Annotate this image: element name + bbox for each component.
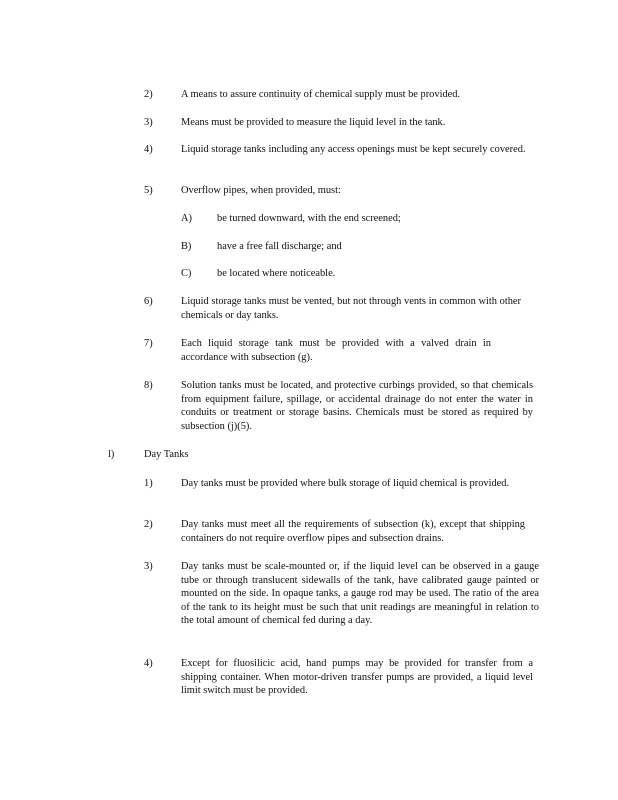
item-k-2-text: A means to assure continuity of chemical supply must be provided. bbox=[181, 89, 461, 100]
item-l-4-number: 4) bbox=[144, 658, 153, 669]
overflow-sub-a-text: be turned downward, with the end screened; bbox=[217, 213, 401, 224]
item-k-7-text: Each liquid storage tank must be provided with a valved drain in accordance with subsection (g). bbox=[181, 338, 491, 363]
item-k-8-number: 8) bbox=[144, 380, 153, 391]
item-l-3-number: 3) bbox=[144, 561, 153, 572]
overflow-sub-b-text: have a free fall discharge; and bbox=[217, 241, 342, 252]
section-l-title: Day Tanks bbox=[144, 449, 189, 460]
item-l-2-text: Day tanks must meet all the requirements of subsection (k), except that shipping containers do not require overflow pipes and subsection drains. bbox=[181, 519, 525, 544]
item-k-5-number: 5) bbox=[144, 185, 153, 196]
item-l-4-text: Except for fluosilicic acid, hand pumps may be provided for transfer from a shipping container. When motor-driven transfer pumps are provided, a liquid level limit switch must be provided. bbox=[181, 658, 533, 697]
item-k-3-text: Means must be provided to measure the liquid level in the tank. bbox=[181, 117, 446, 128]
item-k-7-number: 7) bbox=[144, 338, 153, 349]
item-k-3-number: 3) bbox=[144, 117, 153, 128]
item-k-5-text: Overflow pipes, when provided, must: bbox=[181, 185, 341, 196]
item-k-6-number: 6) bbox=[144, 296, 153, 307]
overflow-sub-c-text: be located where noticeable. bbox=[217, 268, 336, 279]
overflow-sub-c-label: C) bbox=[181, 268, 192, 279]
section-l-number: l) bbox=[108, 449, 115, 460]
item-l-2-number: 2) bbox=[144, 519, 153, 530]
item-k-6-text: Liquid storage tanks must be vented, but not through vents in common with other chemicals or day tanks. bbox=[181, 296, 521, 321]
item-k-4-number: 4) bbox=[144, 144, 153, 155]
item-k-8-text: Solution tanks must be located, and protective curbings provided, so that chemicals from equipment failure, spillage, or accidental drainage do not enter the water in conduits or treatment or storage basins. Chemicals must be stored as required by subsection (j)(5). bbox=[181, 380, 533, 432]
item-l-1-number: 1) bbox=[144, 478, 153, 489]
item-k-4-text: Liquid storage tanks including any access openings must be kept securely covered. bbox=[181, 144, 526, 155]
item-l-3-text: Day tanks must be scale-mounted or, if the liquid level can be observed in a gauge tube or through translucent sidewalls of the tank, have calibrated gauge painted or mounted on the side. In opaque tanks, a gauge rod may be used. The ratio of the area of the tank to its height must be such that unit readings are meaningful in relation to the total amount of chemical fed during a day. bbox=[181, 561, 539, 627]
overflow-sub-a-label: A) bbox=[181, 213, 192, 224]
overflow-sub-b-label: B) bbox=[181, 241, 192, 252]
item-k-2-number: 2) bbox=[144, 89, 153, 100]
item-l-1-text: Day tanks must be provided where bulk storage of liquid chemical is provided. bbox=[181, 478, 510, 489]
